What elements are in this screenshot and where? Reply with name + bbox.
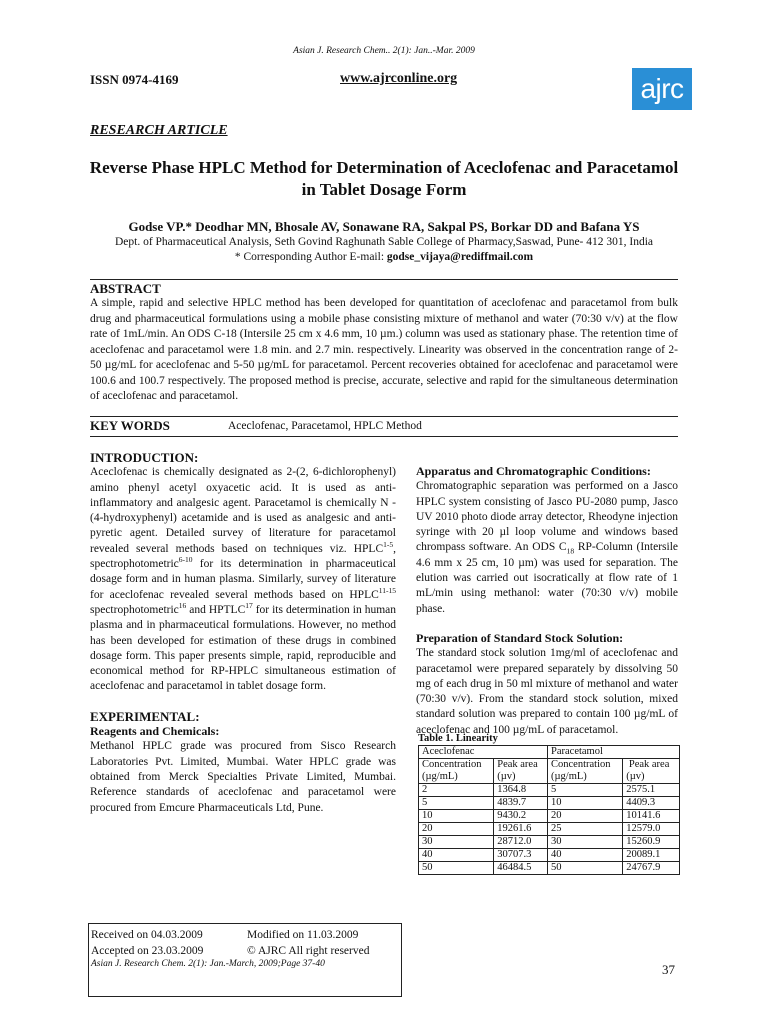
table-row: 2 1364.8 5 2575.1: [419, 784, 680, 797]
keywords-top-rule: [90, 416, 678, 417]
table-row: 40 30707.3 40 20089.1: [419, 849, 680, 862]
reagents-text: Methanol HPLC grade was procured from Sisco Research Laboratories Pvt. Limited, Mumbai. Water HPLC grade was obtained from Merck Specialties Private Limited, Mumbai. Reference standards of aceclofenac and paracetamol were procured from Emcure Pharmaceuticals Ltd, Pune.: [90, 740, 396, 814]
abstract-top-rule: [90, 279, 678, 280]
table-row: 50 46484.5 50 24767.9: [419, 862, 680, 875]
table-caption: Table 1. Linearity: [418, 733, 498, 744]
keywords-bottom-rule: [90, 436, 678, 437]
title-line-1: Reverse Phase HPLC Method for Determination of Aceclofenac and Paracetamol: [89, 158, 679, 177]
corresponding-email[interactable]: godse_vijaya@rediffmail.com: [386, 251, 534, 263]
affiliation: Dept. of Pharmaceutical Analysis, Seth Govind Raghunath Sable College of Pharmacy,Saswad, Pune- 412 301, India: [114, 236, 654, 248]
col-header-conc-1: Concentration (µg/mL): [419, 759, 494, 784]
right-column: [416, 464, 678, 738]
introduction-heading: INTRODUCTION:: [90, 450, 199, 465]
author-list: Godse VP.* Deodhar MN, Bhosale AV, Sonawane RA, Sakpal PS, Borkar DD and Bafana YS: [128, 219, 640, 234]
left-column: [90, 450, 396, 816]
table-row: 30 28712.0 30 15260.9: [419, 836, 680, 849]
introduction-text: Aceclofenac is chemically designated as 2-(2, 6-dichlorophenyl) amino phenyl acetyl oxyacetic acid. It is used as anti-inflammatory and analgesic agent. Paracetamol is chemically N - (4-hydroxyphenyl) acetamide and is used as analgesic and anti-pyretic agent. Detailed survey of literature for paracetamol revealed several methods based on techniques viz. HPLC$^{1-5}$, spectrophotometric$^{6-10}$ for its determination in pharmaceutical dosage form and in human plasma. Similarly, survey of literature for aceclofenac revealed several methods based on HPLC$^{11-15}$ spectrophotometric$^{16}$ and HPTLC$^{17}$ for its determination in human plasma and in pharmaceutical formulations. However, no method has been developed for estimation of these drugs in combined dosage form. This paper presents simple, rapid, reproducible and economical method for RP-HPLC simultaneous estimation of aceclofenac and paracetamol in tablet dosage form.: [90, 466, 396, 693]
submission-dates-box: [88, 923, 402, 997]
article-title: [60, 157, 708, 201]
title-line-2: in Tablet Dosage Form: [301, 180, 467, 199]
journal-header-line: Asian J. Research Chem.. 2(1): Jan..-Mar. 2009: [293, 46, 475, 56]
modified-date: Modified on 11.03.2009: [247, 929, 359, 941]
keywords-heading: KEY WORDS: [90, 418, 170, 433]
table-group-row: [419, 746, 680, 759]
col-header-peak-2: Peak area (µv): [623, 759, 680, 784]
stock-solution-heading: Preparation of Standard Stock Solution:: [416, 630, 624, 645]
accepted-date: Accepted on 23.03.2009: [91, 945, 204, 957]
table-row: 10 9430.2 20 10141.6: [419, 810, 680, 823]
apparatus-text: Chromatographic separation was performed on a Jasco HPLC system consisting of Jasco PU-2080 pump, Jasco UV 2010 photo diode array detector, Rheodyne injection syringe with 20 µl loop volume and windows based chrompass software. An ODS $C_{18}$ RP-Column (Intersile 4.6 mm x 25 cm, 10 µm) was used for separation. The elution was carried out isocratically at flow rate of 1 mL/min using methanol: water (70:30 v/v) mobile phase.: [416, 480, 679, 615]
group-paracetamol: Paracetamol: [548, 746, 680, 759]
article-type-label: RESEARCH ARTICLE: [90, 123, 228, 138]
experimental-heading: EXPERIMENTAL:: [90, 708, 200, 724]
group-aceclofenac: Aceclofenac: [419, 746, 548, 759]
table-row: 5 4839.7 10 4409.3: [419, 797, 680, 810]
abstract-text: A simple, rapid and selective HPLC method has been developed for quantitation of aceclofenac and paracetamol from bulk drug and pharmaceutical formulations using a mobile phase consisting mixture of methanol and water (70:30 v/v) at the flow rate of 1mL/min. An ODS C-18 (Intersile 25 cm x 4.6 mm, 10 µm.) column was used as stationary phase. The retention time of aceclofenac and paracetamol were 1.8 min. and 2.7 min. respectively. Linearity was observed in the concentration range of 2-50 µg/mL for aceclofenac and 5-50 µg/mL for paracetamol. Percent recoveries obtained for aceclofenac and paracetamol were 100.6 and 100.7 respectively. The proposed method is precise, accurate, selective and rapid for the simultaneous determination of aceclofenac and paracetamol.: [90, 297, 678, 402]
table-header-row: [419, 759, 680, 784]
apparatus-heading: Apparatus and Chromatographic Conditions:: [416, 464, 651, 478]
col-header-conc-2: Concentration (µg/mL): [548, 759, 623, 784]
reagents-subheading: Reagents and Chemicals:: [90, 724, 220, 739]
corresponding-author: [60, 251, 708, 263]
table-row: 20 19261.6 25 12579.0: [419, 823, 680, 836]
abstract-heading: ABSTRACT: [90, 281, 161, 296]
stock-solution-text: The standard stock solution 1mg/ml of aceclofenac and paracetamol were prepared separately by dissolving 50 mg of each drug in 50 ml mixture of methanol and water (70:30 v/v). From the standard stock solution, mixed standard solution was prepared to contain 100 µg/mL of aceclofenac and 100 µg/mL of paracetamol.: [416, 647, 678, 736]
issn-label: ISSN 0974-4169: [90, 72, 179, 87]
linearity-table: [418, 745, 680, 875]
received-date: Received on 04.03.2009: [91, 929, 203, 941]
col-header-peak-1: Peak area (µv): [494, 759, 548, 784]
keywords-text: Aceclofenac, Paracetamol, HPLC Method: [228, 420, 422, 432]
page-number: 37: [662, 962, 675, 977]
journal-website-link[interactable]: www.ajrconline.org: [340, 71, 458, 86]
citation-line: Asian J. Research Chem. 2(1): Jan.-March, 2009;Page 37-40: [91, 959, 325, 969]
copyright-note: © AJRC All right reserved: [247, 945, 370, 957]
ajrc-logo: ajrc: [632, 68, 692, 110]
corresponding-label: * Corresponding Author E-mail:: [234, 251, 387, 263]
